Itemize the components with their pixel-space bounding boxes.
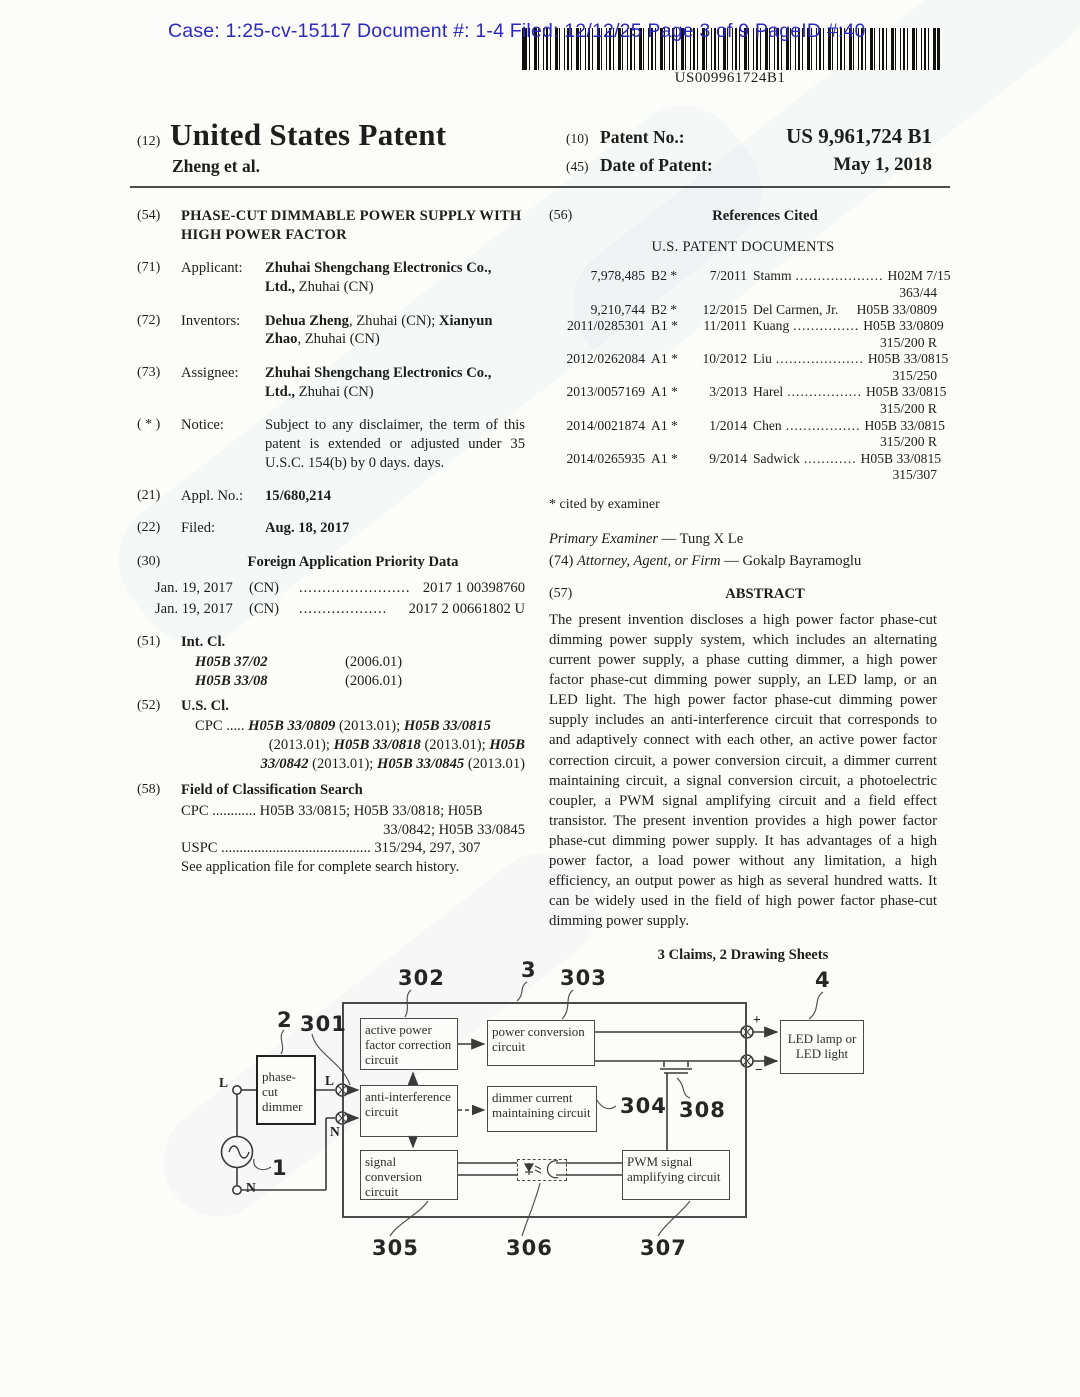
label-neutral-terminal: N xyxy=(330,1124,340,1139)
dot-leader: ................... xyxy=(299,601,388,618)
appl-no-value: 15/680,214 xyxy=(265,488,332,505)
abstract-text: The present invention discloses a high power factor phase-cut dimming power supply system, which includes an alternating current power supply, a phase cutting dimmer, a high power factor phase-cut dimming power supply, an LED lamp, or an LED light. The high power factor phase-cut dimming power supply includes an anti-interference circuit that corresponds to and adaptively connect with each other, an active power factor correction circuit, a power conversion circuit, a dimmer current maintaining circuit, a signal conversion circuit, a photoelectric coupler, a PWM signal amplifying circuit and a field effect transistor. The present invention provides a high power factor phase-cut dimming power supply. It has advantages of a high power factor, a load power without any limitation, a high efficiency, an output power as high as several hundred watts. It can be widely used in the field of high power factor phase-cut dimming power supply. xyxy=(549,611,937,930)
ref-class-secondary: 315/200 R xyxy=(879,400,937,416)
field-21-appl-no xyxy=(137,487,525,506)
intcl-code: H05B 37/02 xyxy=(195,654,268,671)
patent-no-value: US 9,961,724 B1 xyxy=(786,124,932,148)
masthead-title: United States Patent xyxy=(170,117,447,152)
priority-date: Jan. 19, 2017 xyxy=(155,580,233,597)
patent-no-label: Patent No.: xyxy=(600,127,685,147)
priority-number: 2017 2 00661802 U xyxy=(408,601,525,618)
references-heading: References Cited xyxy=(712,208,818,224)
ref-date: 10/2012 xyxy=(702,351,747,367)
dot-leader: ............... xyxy=(793,318,860,334)
ref-name: Stamm xyxy=(753,268,792,284)
field-label: Appl. No.: xyxy=(181,488,244,505)
figure-box-anti-interference-circuit: anti-interference circuit xyxy=(360,1085,458,1137)
reference-row xyxy=(549,268,951,285)
dot-leader: ............ xyxy=(803,450,857,466)
invention-title: PHASE-CUT DIMMABLE POWER SUPPLY WITH HIGH POWER FACTOR xyxy=(181,208,522,243)
field-57-abstract xyxy=(549,585,937,604)
references-subheading: U.S. PATENT DOCUMENTS xyxy=(651,238,835,255)
numeral-1-ac-source: 1 xyxy=(272,1156,288,1180)
ref-class: H05B 33/0809 xyxy=(863,318,944,334)
priority-number: 2017 1 00398760 xyxy=(422,580,525,597)
priority-heading: Foreign Application Priority Data xyxy=(247,553,459,570)
intcl-year: (2006.01) xyxy=(345,654,403,671)
ref-number: 9,210,744 xyxy=(590,301,645,317)
dot-leader: ................. xyxy=(787,384,862,400)
field-tag: (57) xyxy=(549,586,573,602)
field-search-see: See application file for complete search history. xyxy=(181,859,460,876)
numeral-3-power-supply: 3 xyxy=(521,958,537,982)
ref-date: 3/2013 xyxy=(709,384,747,400)
ref-class: H05B 33/0815 xyxy=(864,417,945,433)
inventors-value: Dehua Zheng, Zhuhai (CN); Xianyun Zhao, Zhuhai (CN) xyxy=(265,312,493,348)
intcl-year: (2006.01) xyxy=(345,673,403,690)
ref-class-secondary: 315/200 R xyxy=(879,334,937,350)
uscl-lines xyxy=(181,717,525,773)
reference-row xyxy=(549,318,944,335)
field-search-lines xyxy=(181,802,525,877)
uscl-line: (2013.01); H05B 33/0818 (2013.01); H05B xyxy=(268,737,525,754)
field-label: Inventors: xyxy=(181,312,241,329)
field-58-heading xyxy=(137,781,525,800)
figure-box-signal-conversion-circuit: signal conversion circuit xyxy=(360,1150,458,1200)
priority-row xyxy=(155,579,525,598)
figure-1-block-diagram xyxy=(0,940,1080,1312)
reference-entry xyxy=(549,302,937,319)
field-tag: ( * ) xyxy=(137,417,161,433)
field-72-inventors xyxy=(137,312,525,349)
uscl-line: 33/0842 (2013.01); H05B 33/0845 (2013.01) xyxy=(260,755,525,772)
field-54-title xyxy=(137,207,525,244)
patent-no-tag: (10) xyxy=(566,131,589,146)
claims-line: 3 Claims, 2 Drawing Sheets xyxy=(657,946,829,963)
priority-date: Jan. 19, 2017 xyxy=(155,601,233,618)
ref-main xyxy=(753,351,948,368)
dot-leader: .................... xyxy=(775,351,864,367)
uscl-heading: U.S. Cl. xyxy=(181,697,229,714)
label-positive-terminal: + xyxy=(753,1012,761,1027)
figure-box-power-conversion-circuit: power conversion circuit xyxy=(487,1020,595,1066)
notice-text: Subject to any disclaimer, the term of this patent is extended or adjusted under 35 U.S.C. 154(b) by 0 days. days. xyxy=(265,417,525,471)
field-tag: (71) xyxy=(137,260,161,276)
label-line-terminal: L xyxy=(325,1073,335,1088)
priority-country: (CN) xyxy=(249,601,279,618)
label-line-terminal: L xyxy=(219,1075,229,1090)
masthead-authors: Zheng et al. xyxy=(172,156,260,176)
reference-row xyxy=(549,384,947,401)
field-tag: (73) xyxy=(137,365,161,381)
figure-box-phase-cut-dimmer: phase-cut dimmer xyxy=(256,1055,316,1125)
reference-rows xyxy=(549,268,951,484)
primary-examiner-line: Primary Examiner — Tung X Le xyxy=(549,530,744,547)
field-notice xyxy=(137,416,525,472)
ref-kind-code: A1 * xyxy=(651,351,678,367)
field-tag: (52) xyxy=(137,697,161,713)
ref-date: 1/2014 xyxy=(709,417,747,433)
field-tag: (56) xyxy=(549,208,573,223)
field-label: Notice: xyxy=(181,417,224,434)
field-52-uscl-heading xyxy=(137,697,525,716)
ref-kind-code: B2 * xyxy=(651,301,678,317)
intcl-rows-wrap xyxy=(137,653,525,690)
ref-class-secondary: 315/250 xyxy=(892,367,937,383)
dot-leader: .................... xyxy=(795,268,884,284)
field-search-heading: Field of Classification Search xyxy=(181,782,363,799)
field-search-lines-wrap xyxy=(137,802,525,877)
ref-kind-code: A1 * xyxy=(651,318,678,334)
reference-entry xyxy=(549,268,951,301)
intcl-rows xyxy=(181,653,525,690)
field-label: Applicant: xyxy=(181,260,243,277)
reference-row xyxy=(549,450,942,468)
label-negative-terminal: − xyxy=(755,1062,763,1077)
assignee-value: Zhuhai Shengchang Electronics Co., Ltd., Zhuhai (CN) xyxy=(265,365,492,400)
field-30-priority-heading xyxy=(137,553,525,572)
ref-main xyxy=(753,302,937,319)
numeral-305-signal-conversion: 305 xyxy=(372,1236,419,1260)
intcl-code: H05B 33/08 xyxy=(195,673,268,690)
ref-kind-code: B2 * xyxy=(651,268,678,284)
case-caption: Case: 1:25-cv-15117 Document #: 1-4 Filed: 12/12/25 Page 3 of 9 PageID #:40 xyxy=(168,20,866,42)
date-of-patent-label: Date of Patent: xyxy=(600,155,713,175)
field-tag: (22) xyxy=(137,520,161,536)
ref-date: 11/2011 xyxy=(703,318,747,334)
field-22-filed xyxy=(137,519,525,538)
field-tag: (51) xyxy=(137,633,161,649)
masthead-divider xyxy=(130,186,950,188)
field-search-cpc-2: 33/0842; H05B 33/0845 xyxy=(383,821,525,838)
field-search-uspc: USPC ......................................... 315/294, 297, 307 xyxy=(181,840,481,857)
numeral-307-pwm: 307 xyxy=(640,1236,687,1260)
ref-number: 2014/0265935 xyxy=(566,450,645,466)
ref-main xyxy=(753,451,941,468)
ref-number: 2014/0021874 xyxy=(566,417,645,433)
reference-entry xyxy=(549,450,942,484)
reference-entry xyxy=(549,384,947,417)
numeral-4-led: 4 xyxy=(815,968,831,992)
intcl-row xyxy=(181,653,525,672)
intcl-heading: Int. Cl. xyxy=(181,633,226,650)
priority-country: (CN) xyxy=(249,580,279,597)
numeral-304-dcm: 304 xyxy=(620,1094,667,1118)
dot-leader xyxy=(842,302,852,319)
ref-name: Chen xyxy=(753,417,782,433)
numeral-308-fet: 308 xyxy=(679,1098,726,1122)
ref-number: 2012/0262084 xyxy=(566,351,645,367)
numeral-301-anti-interference: 301 xyxy=(300,1012,347,1036)
ref-name: Harel xyxy=(753,384,784,400)
ref-class: H05B 33/0815 xyxy=(867,351,949,367)
barcode-number: US009961724B1 xyxy=(674,70,786,86)
priority-row xyxy=(155,600,525,619)
uscl-lines-wrap xyxy=(137,717,525,773)
ref-kind-code: A1 * xyxy=(651,417,678,433)
ref-class-secondary: 315/200 R xyxy=(879,434,937,450)
date-of-patent-value: May 1, 2018 xyxy=(833,154,932,175)
field-51-intcl-heading xyxy=(137,633,525,652)
filed-value: Aug. 18, 2017 xyxy=(265,520,350,537)
ref-class: H05B 33/0809 xyxy=(856,301,937,317)
ref-main xyxy=(753,318,944,335)
ref-number: 7,978,485 xyxy=(590,268,645,284)
figure-box-active-pfc-circuit: active power factor correction circuit xyxy=(360,1018,458,1070)
ref-number: 2013/0057169 xyxy=(566,384,645,400)
ref-name: Kuang xyxy=(753,318,790,334)
numeral-302-apfc: 302 xyxy=(398,966,445,990)
label-neutral-terminal: N xyxy=(246,1180,256,1195)
ref-date: 9/2014 xyxy=(709,450,747,466)
field-56-references xyxy=(549,207,937,226)
ref-name: Liu xyxy=(753,351,772,367)
dot-leader: ........................ xyxy=(299,580,411,597)
ref-number: 2011/0285301 xyxy=(566,318,645,334)
ref-class-secondary: 315/307 xyxy=(892,467,937,483)
ref-class: H02M 7/15 xyxy=(887,268,951,284)
ref-main xyxy=(753,418,945,435)
references-column xyxy=(549,207,951,964)
reference-row xyxy=(549,351,949,368)
abstract-heading: ABSTRACT xyxy=(725,586,805,603)
field-tag: (21) xyxy=(137,488,161,504)
reference-row xyxy=(549,417,945,435)
reference-entry xyxy=(549,417,945,451)
field-71-applicant xyxy=(137,259,525,296)
ref-date: 12/2015 xyxy=(702,301,747,317)
ref-class-secondary: 363/44 xyxy=(899,284,937,300)
applicant-value: Zhuhai Shengchang Electronics Co., Ltd., Zhuhai (CN) xyxy=(265,260,492,296)
cited-by-examiner-note: * cited by examiner xyxy=(549,496,660,512)
date-of-patent-tag: (45) xyxy=(566,159,589,174)
dot-leader: ................. xyxy=(785,417,861,433)
reference-entry xyxy=(549,318,944,351)
numeral-306-coupler: 306 xyxy=(506,1236,553,1260)
reference-entry xyxy=(549,351,949,384)
field-tag: (72) xyxy=(137,312,161,328)
biblio-column xyxy=(137,207,525,892)
field-tag: (58) xyxy=(137,782,161,798)
ref-main xyxy=(753,268,951,285)
ref-date: 7/2011 xyxy=(709,268,747,284)
attorney-line: (74) Attorney, Agent, or Firm — Gokalp Bayramoglu xyxy=(549,553,862,570)
figure-box-pwm-signal-amplifying-circuit: PWM signal amplifying circuit xyxy=(622,1150,730,1200)
figure-photoelectric-coupler-symbol xyxy=(517,1159,567,1181)
reference-row xyxy=(549,302,937,319)
ref-class: H05B 33/0815 xyxy=(860,450,942,466)
ref-name: Del Carmen, Jr. xyxy=(753,301,839,317)
priority-rows xyxy=(137,579,525,618)
figure-box-led-lamp: LED lamp or LED light xyxy=(780,1020,864,1074)
ref-main xyxy=(753,384,946,401)
intcl-row xyxy=(181,672,525,691)
field-73-assignee xyxy=(137,364,525,401)
ref-kind-code: A1 * xyxy=(651,384,678,400)
field-label: Filed: xyxy=(181,520,216,537)
numeral-2-dimmer: 2 xyxy=(277,1008,293,1032)
ref-kind-code: A1 * xyxy=(651,450,678,466)
field-search-cpc-1: CPC ............ H05B 33/0815; H05B 33/0818; H05B xyxy=(181,803,483,820)
field-tag: (30) xyxy=(137,553,161,569)
field-label: Assignee: xyxy=(181,365,239,382)
ref-name: Sadwick xyxy=(753,450,800,466)
numeral-303-power-conversion: 303 xyxy=(560,966,607,990)
uscl-line: CPC ..... H05B 33/0809 (2013.01); H05B 33/0815 xyxy=(195,718,491,735)
figure-box-dimmer-current-maintaining-circuit: dimmer current maintaining circuit xyxy=(487,1086,597,1132)
field-tag: (54) xyxy=(137,208,161,223)
kind-code-tag: (12) xyxy=(137,134,161,149)
ref-class: H05B 33/0815 xyxy=(865,384,947,400)
